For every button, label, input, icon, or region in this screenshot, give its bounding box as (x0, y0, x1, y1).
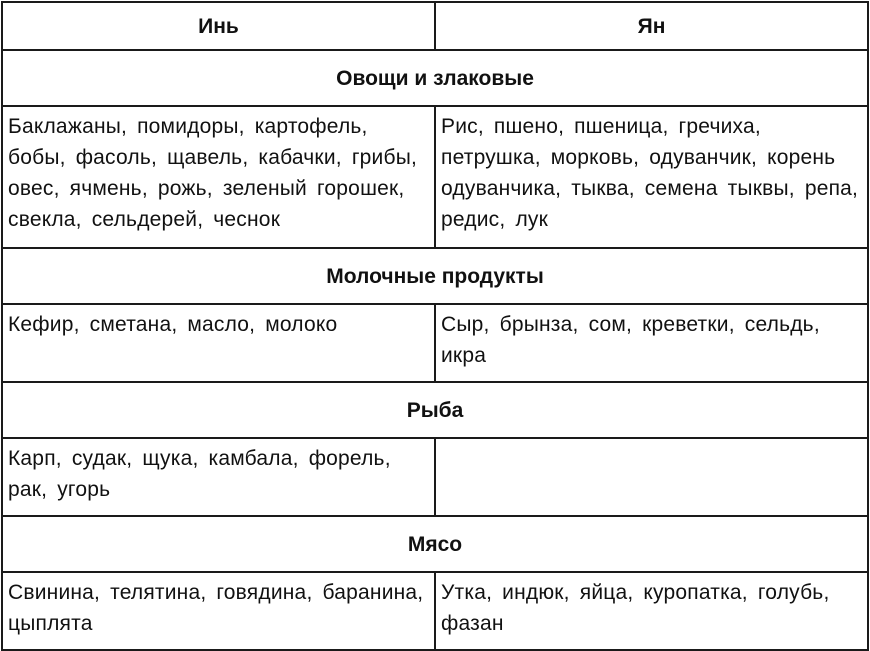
section-title-meat: Мясо (2, 516, 868, 572)
section-title-fish: Рыба (2, 382, 868, 438)
section-row-vegetables (2, 50, 868, 106)
cell-yin-meat: Свинина, телятина, говядина, баранина, цыплята (2, 572, 435, 650)
section-row-meat (2, 516, 868, 572)
section-title-vegetables: Овощи и злаковые (2, 50, 868, 106)
section-row-fish (2, 382, 868, 438)
cell-yang-dairy: Сыр, брынза, сом, креветки, сельдь, икра (435, 304, 868, 382)
header-yang: Ян (435, 2, 868, 50)
cell-yang-fish (435, 438, 868, 516)
cell-yin-dairy: Кефир, сметана, масло, молоко (2, 304, 435, 382)
header-yin: Инь (2, 2, 435, 50)
table-row-meat (2, 572, 868, 650)
cell-yin-fish: Карп, судак, щука, камбала, форель, рак, угорь (2, 438, 435, 516)
header-row (2, 2, 868, 50)
cell-yang-meat: Утка, индюк, яйца, куропатка, голубь, фазан (435, 572, 868, 650)
table-row-dairy (2, 304, 868, 382)
yin-yang-food-table (1, 1, 869, 651)
section-row-dairy (2, 248, 868, 304)
section-title-dairy: Молочные продукты (2, 248, 868, 304)
cell-yin-vegetables: Баклажаны, помидоры, картофель, бобы, фасоль, щавель, кабачки, грибы, овес, ячмень, рожь, зеленый горошек, свекла, сельдерей, чеснок (2, 106, 435, 248)
cell-yang-vegetables: Рис, пшено, пшеница, гречиха, петрушка, морковь, одуванчик, корень одуванчика, тыква, семена тыквы, репа, редис, лук (435, 106, 868, 248)
table-row-fish (2, 438, 868, 516)
table-row-vegetables (2, 106, 868, 248)
